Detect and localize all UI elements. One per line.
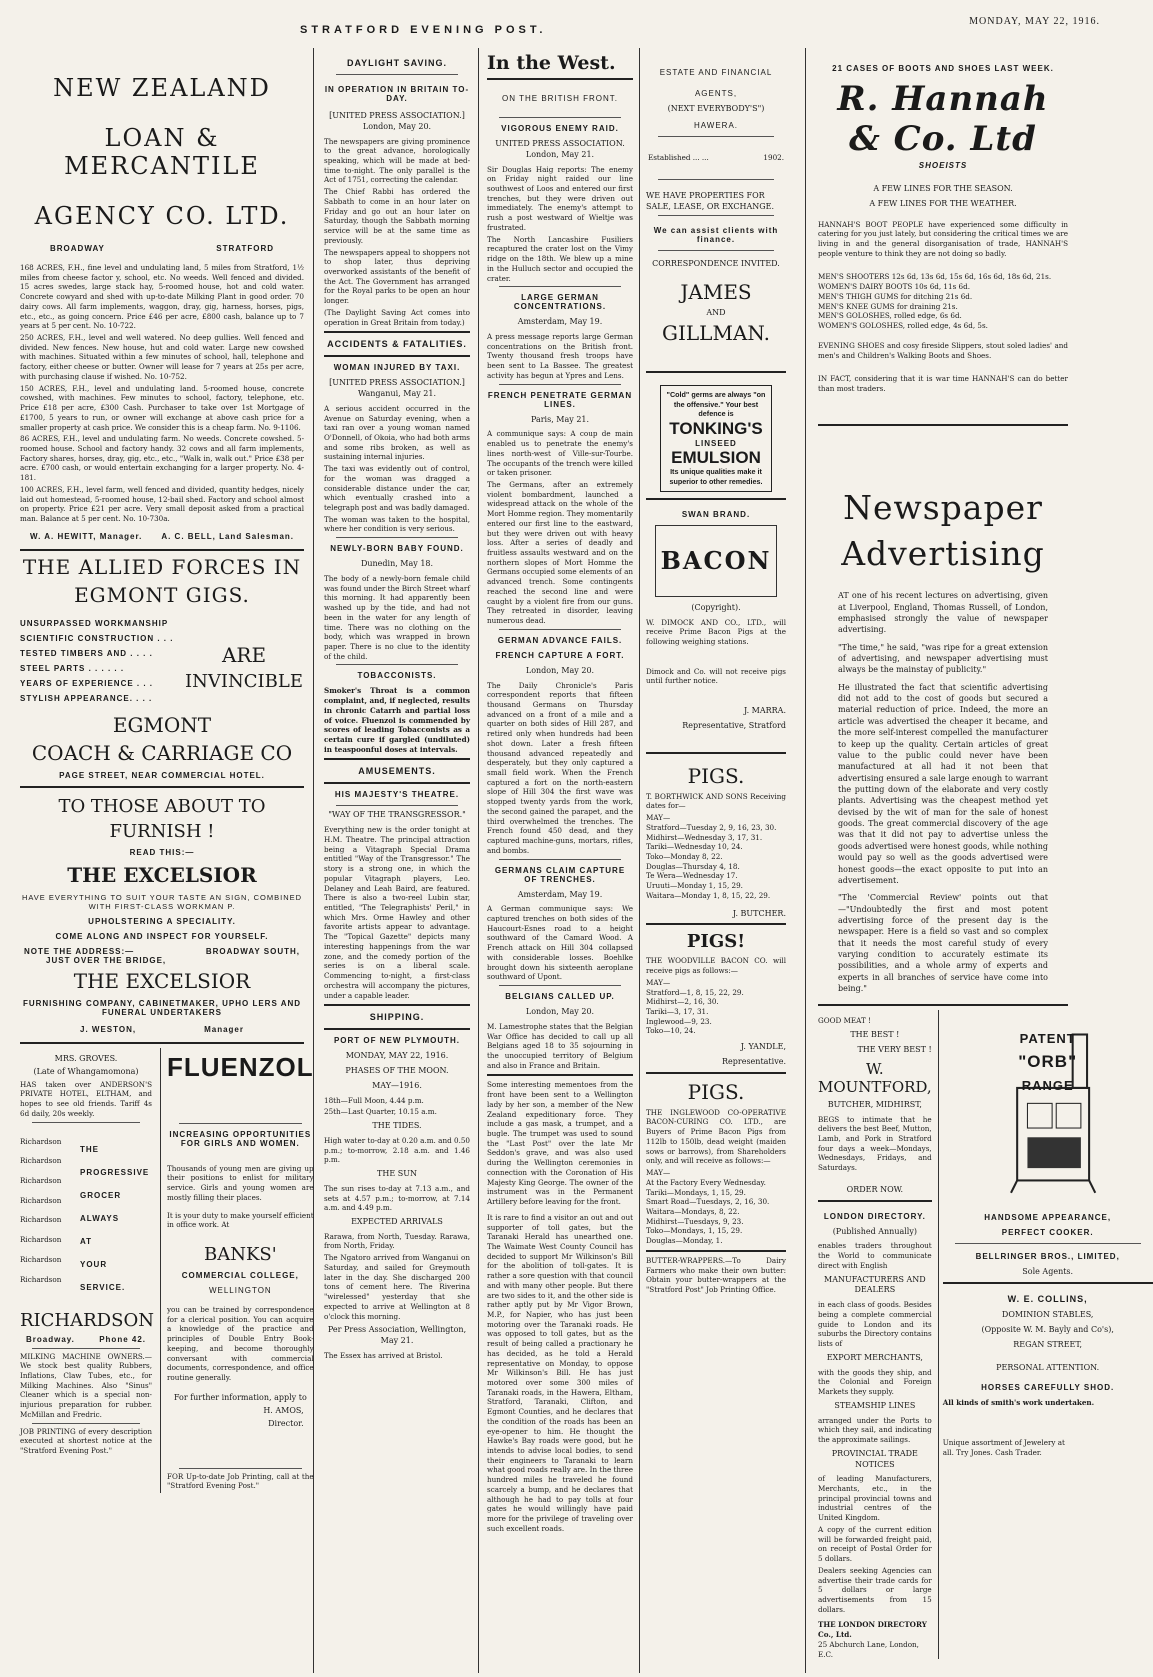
pigs1-date: Uruuti—Monday 1, 15, 29.: [646, 881, 743, 891]
hannah-line: MEN'S SHOOTERS 12s 6d, 13s 6d, 15s 6d, 16s 6d, 18s 6d, 21s.: [818, 272, 1052, 282]
richardson-word: THE: [80, 1144, 99, 1154]
listing: 150 ACRES, F.H., level and undulating land. 5-roomed house, concrete cowshed, with machines. Few minutes to school, factory, telephone, etc. Price £18 per acre, £300 Cash. Purchaser to take over 1st Mortgage of £1700, 5 years to run, or owner will exchange at above cash price for a smaller property at cash price. We consider this is a cheap farm. No. 9-1106.: [20, 383, 304, 432]
hannah-line: WOMEN'S GOLOSHES, rolled edge, 4s 6d, 5s.: [818, 321, 988, 331]
issue-date: MONDAY, MAY 22, 1916.: [969, 16, 1100, 27]
allied-title2: EGMONT GIGS.: [74, 582, 250, 607]
baby-p1: The body of a newly-born female child was found under the Birch Street wharf this morning. It had apparently been washed up by the tide, and had not been in the water for any length of time. There was no clothing on the body, which was wrapped in brown paper. There is no clue to the identity of the child.: [324, 573, 470, 661]
column-1: [14, 52, 314, 1672]
london-steam: STEAMSHIP LINES: [834, 1400, 916, 1410]
richardson-word: GROCER: [80, 1190, 122, 1200]
richardson-word: PROGRESSIVE: [80, 1167, 150, 1177]
vigorous-title: VIGOROUS ENEMY RAID.: [501, 124, 619, 133]
pigs1-may: MAY—: [646, 813, 671, 823]
column-5: [812, 52, 1120, 1672]
mementoes-paragraph: Some interesting mementoes from the front have been sent to a Wellington lady by her son, a member of the New Zealand expeditionary force. They include a gas mask, a trumpet, and a bugle. The trumpet was used to sound the "Last Post" over the late Mr Seddon's grave, and was also used during the Wellington ceremonies in connection with the Coronation of His Majesty King George. The owner of the instrument was in the Permanent Artillery before leaving for the front.: [487, 1080, 633, 1207]
excelsior-bridge: JUST OVER THE BRIDGE,: [46, 955, 167, 965]
column-rule: [805, 48, 806, 1673]
pigs3-date: Douglas—Monday, 1.: [646, 1236, 723, 1246]
london-each: in each class of goods. Besides being a complete commercial guide to London and its suburbs the Directory contains lists of: [818, 1300, 932, 1349]
increasing-title: INCREASING OPPORTUNITIES FOR GIRLS AND WOMEN.: [169, 1129, 312, 1148]
pigs1-date: Te Wera—Wednesday 17.: [646, 871, 738, 881]
richardson-name: Richardson: [20, 1274, 62, 1284]
newspaper-p2: "The time," he said, "was ripe for a great extension of advertising, and newspaper advertising must always be the mainstay of publicity.": [838, 642, 1048, 675]
estate-t3: (NEXT EVERYBODY'S"): [667, 104, 765, 113]
london-mfr: MANUFACTURERS AND DEALERS: [824, 1274, 926, 1295]
collins-advert: [943, 1294, 1153, 1457]
hannah-top: 21 CASES OF BOOTS AND SHOES LAST WEEK.: [832, 64, 1054, 73]
hannah-logo: R. Hannah & Co. Ltd: [837, 79, 1049, 159]
orb-sole: Sole Agents.: [1022, 1267, 1074, 1277]
butter-wrappers: BUTTER-WRAPPERS.—To Dairy Farmers who make their own butter: Obtain your butter-wrappers at the "Stratford Post" Job Printing Office.: [646, 1255, 786, 1294]
swan-rep: Representative, Stratford: [682, 720, 786, 730]
port-sun-text: The sun rises to-day at 7.13 a.m., and sets at 4.57 p.m.; to-morrow, at 7.14 a.m. and 4.49 p.m.: [324, 1183, 470, 1213]
hannah-lines: [818, 272, 1068, 330]
column-2: [318, 52, 476, 1672]
orb-range: RANGE: [1021, 1078, 1074, 1094]
swan-marra: J. MARRA.: [743, 706, 786, 716]
stove-oven-door: [1056, 1104, 1081, 1129]
allied-are: ARE: [221, 642, 267, 667]
allied-forces-advert: [20, 555, 304, 780]
hannah-few2: A FEW LINES FOR THE WEATHER.: [869, 198, 1017, 208]
daylight-dateline: [UNITED PRESS ASSOCIATION.] London, May 20.: [329, 111, 465, 131]
nz-staff: [30, 532, 294, 541]
nz-salesman: A. C. BELL, Land Salesman.: [161, 531, 294, 541]
pigs3-date: Smart Road—Tuesdays, 2, 16, 30.: [646, 1197, 770, 1207]
pigs1-date: Midhirst—Wednesday 3, 17, 31.: [646, 832, 763, 842]
west-front: ON THE BRITISH FRONT.: [502, 94, 618, 103]
tonkins-advert: [660, 385, 772, 492]
taxi-dateline: [UNITED PRESS ASSOCIATION.] Wanganui, May 21.: [329, 378, 465, 399]
richardson-name: Richardson: [20, 1176, 62, 1185]
london-addr: 25 Abchurch Lane, London, E.C.: [818, 1639, 919, 1659]
collins-all2: all. Try Jones. Cash Trader.: [942, 1447, 1042, 1457]
london-pub: (Published Annually): [832, 1226, 917, 1236]
pigs3-factory: At the Factory Every Wednesday.: [646, 1177, 766, 1187]
allied-invincible: INVINCIBLE: [185, 670, 303, 692]
hannah-p1: HANNAH'S BOOT PEOPLE have experienced some difficulty in catering for you just lately, but considering the critical times we are living in and the general disorganisation of trade, HANNAH'S people venture to think they are not doing so badly.: [818, 219, 1068, 258]
nz-loan-advert: [20, 74, 304, 541]
meat-order: ORDER NOW.: [846, 1184, 903, 1194]
newspaper-title: STRATFORD EVENING POST.: [300, 24, 547, 36]
tobacconists-title: TOBACCONISTS.: [357, 671, 437, 681]
excelsior-weston: J. WESTON,: [80, 1024, 137, 1034]
excelsior-company: FURNISHING COMPANY, CABINETMAKER, UPHO LERS AND FUNERAL UNDERTAKERS: [22, 998, 302, 1017]
daylight-p4: (The Daylight Saving Act comes into operation in Great Britain from today.): [324, 307, 470, 327]
port-tides: THE TIDES.: [372, 1121, 422, 1131]
excelsior-upholstering: UPHOLSTERING A SPECIALITY.: [88, 916, 236, 926]
vigorous-dateline: UNITED PRESS ASSOCIATION. London, May 21.: [495, 139, 625, 159]
newspaper-p3: He illustrated the fact that scientific advertising did not add to the cost of goods but secured a material reduction of price. Indeed, the more an article was advertised the cheaper it became, and the more self-interest compelled the manufacturer to keep up the quality. Certain articles of great value to the public could never have been manufactured at all had it not been that advertising ensured a sale large enough to warrant the putting down of the elaborate and very costly plants. Advertising was the cheapest method yet devised by the wit of man for the sale of honest goods. The great commercial discovery of the age was that it did not pay to advertise unless the goods advertised were honest goods, while nothing would pay so well as the goods advertised were honest goods—the exact opposite to put into an advertisement.: [838, 682, 1048, 885]
pigs3-date: Midhirst—Tuesdays, 9, 23.: [646, 1216, 744, 1226]
vigorous-p2: The North Lancashire Fusiliers recaptured the crater lost on the Vimy ridge on the 18th. We blew up a mine in the Hulluch sector and occupied the crater.: [487, 234, 633, 283]
egmont-coach: COACH & CARRIAGE CO: [31, 740, 293, 765]
daylight-p1: The newspapers are giving prominence to the great advance, horologically speaking, which will be made at bed-time to-night. The only parallel is the Act of 1751, correcting the calendar.: [324, 136, 470, 185]
french-title: FRENCH PENETRATE GERMAN LINES.: [487, 390, 633, 409]
pigs2-may: MAY—: [646, 977, 671, 987]
accidents-title: ACCIDENTS & FATALITIES.: [327, 339, 467, 350]
col1-lower: [20, 1048, 314, 1494]
orb-perfect: PERFECT COOKER.: [1001, 1228, 1094, 1238]
banks-wel: WELLINGTON: [208, 1286, 272, 1295]
meat-very: THE VERY BEST !: [857, 1044, 932, 1054]
nz-address-left: BROADWAY: [50, 244, 105, 253]
newspaper-p1: AT one of his recent lectures on advertising, given at Liverpool, England, Thomas Russell, of London, emphasised strongly the value of newspaper advertising.: [838, 591, 1048, 635]
hannah-line: MEN'S GOLOSHES, rolled edge, 6s 6d.: [818, 311, 962, 321]
allied-item: STYLISH APPEARANCE. . . .: [20, 693, 153, 703]
port-sun: THE SUN: [377, 1169, 417, 1178]
estate-est-row: [648, 153, 784, 163]
port-title: PORT OF NEW PLYMOUTH.: [333, 1036, 461, 1046]
banks-director: Director.: [268, 1418, 304, 1428]
baby-dateline: Dunedin, May 18.: [360, 559, 434, 569]
large-dateline: Amsterdam, May 19.: [517, 317, 603, 327]
allied-title1: THE ALLIED FORCES IN: [22, 554, 302, 579]
belgians-title: BELGIANS CALLED UP.: [505, 992, 615, 1002]
daylight-p2: The Chief Rabbi has ordered the Sabbath to come in an hour later on Friday and go out an hour later on Saturday, though the Sabbath morning service will be at the same time as previously.: [324, 187, 470, 245]
job-printing-notice: JOB PRINTING of every description executed at shortest notice at the "Stratford Evening Post.": [20, 1426, 152, 1456]
london-export: EXPORT MERCHANTS,: [826, 1352, 923, 1362]
collins-opp: (Opposite W. M. Bayly and Co's),: [981, 1325, 1114, 1335]
swan-brand: SWAN BRAND.: [681, 509, 751, 519]
richardson-name: Richardson: [20, 1254, 62, 1264]
estate-corr: CORRESPONDENCE INVITED.: [652, 259, 780, 269]
collins-name: W. E. COLLINS,: [1007, 1294, 1088, 1305]
newspaper-line2: Advertising: [841, 533, 1045, 573]
collins-all: All kinds of smith's work undertaken.: [942, 1398, 1095, 1408]
listing: 168 ACRES, F.H., fine level and undulating land, 5 miles from Stratford, 1½ miles from cheese factor y, school, etc. No weeds. Well fenced and divided. 15 acres swedes, large stack hay, 5-roomed house, hot and cold water. Concrete cowyard and shed with up-to-date Milking Plant in good order. 70 dairy cows. All farm implements, waggon, dray, gig, harness, horses, pigs, etc., etc., as going concern. Price £46 per acre, £800 cash, balance up to 7 years at 5 per cent. No. 10-722.: [20, 263, 304, 331]
amusements-title: AMUSEMENTS.: [358, 766, 436, 777]
collins-stables: DOMINION STABLES,: [1001, 1310, 1094, 1320]
swan-text: W. DIMOCK AND CO., LTD., will receive Prime Bacon Pigs at the following weighing stations.: [646, 617, 786, 646]
large-title: LARGE GERMAN CONCENTRATIONS.: [513, 293, 607, 312]
estate-gillman: GILLMAN.: [662, 321, 770, 346]
pigs3-date: Waitara—Mondays, 8, 22.: [646, 1206, 740, 1216]
hannah-line: WOMEN'S DAIRY BOOTS 10s 6d, 11s 6d.: [818, 282, 971, 292]
increasing-p1: Thousands of young men are giving up their positions to enlist for military service. Girls and young women are mostly filling their places.: [167, 1163, 314, 1202]
toll-gates-paragraph: It is rare to find a visitor an out and out supporter of toll gates, but the Taranaki Herald has unearthed one. The Waimate West County Council has decided to support Mr Wilkinson's Bill for the abolition of toll-gates. It is rather a sore question with that council and with many other people. But there are two sides to it, and the other side is rather aptly put by Mr Vigor Brown, M.P., for Napier, who has just been motoring over the Taranaki roads. He was opposed to toll gates, but as the result of being called a practionary he has decided, as he told a Herald representative on Monday, to oppose Mr Wilkinson's Bill. He has just motored over some 300 miles of Taranaki roads, in the Hawera, Eltham, Stratford, Taranaki, Clifton, and Egmont Counties, and he declares that the condition of the roads has been an eye-opener to him. He thought the Hawke's Bay roads were good, but he intends to advise local bodies, to send their engineers to Taranaki to learn what good roads really are. In the three hundred miles he traveled he found scarcely a bump, and he declares that although he had to pay tolls at four gates he would willingly have paid more for the privilege of traveling over such excellent roads.: [487, 1212, 633, 1533]
estate-assist: We can assist clients with finance.: [653, 226, 779, 245]
french-dateline: Paris, May 21.: [530, 414, 590, 424]
port-essex: The Essex has arrived at Bristol.: [324, 1350, 443, 1360]
pigs2-rep: Representative.: [722, 1056, 786, 1066]
groves-text: HAS taken over ANDERSON'S PRIVATE HOTEL, ELTHAM, and hopes to see old friends. Tariff 4s 6d daily, 20s weekly.: [20, 1079, 152, 1118]
excelsior-name2: THE EXCELSIOR: [73, 968, 251, 993]
meat-advert: [818, 1016, 932, 1195]
germans-p1: A German communique says: We captured trenches on both sides of the Haucourt-Esnes road to a height southward of the Camard Wood. A French attack on Hill 304 collapsed with considerable losses. Boehlke brought down his sixteenth aeroplane southward of Upont.: [487, 904, 633, 982]
estate-est: Established ... ...: [648, 152, 709, 162]
pigs3-date: Toko—Mondays, 1, 15, 29.: [646, 1226, 743, 1236]
furnish-title1: TO THOSE ABOUT TO: [58, 795, 266, 817]
belgians-p1: M. Lamestrophe states that the Belgian War Office has decided to call up all Belgians aged 18 to 35 sojourning in the unoccupied territory of Belgium and also in France and Britain.: [487, 1021, 633, 1070]
orb-patent: PATENT: [1019, 1031, 1076, 1047]
meat-good: GOOD MEAT !: [818, 1016, 871, 1026]
swan-copyright: (Copyright).: [691, 602, 741, 612]
germans-dateline: Amsterdam, May 19.: [517, 889, 603, 899]
large-p1: A press message reports large German concentrations on the British front. Twenty thousand fresh troops have been sent to La Bassee. The greatest activity has begun at Ypres and Lens.: [487, 332, 633, 380]
pigs2-date: Tariki—3, 17, 31.: [646, 1007, 709, 1016]
french-p1: A communique says: A coup de main enabled us to penetrate the enemy's lines north-west of Ville-sur-Tourbe. The occupants of the trench were killed or taken prisoner.: [487, 429, 633, 478]
taxi-p2: The taxi was evidently out of control, for the woman was dragged a considerable distance under the car, which eventually crashed into a telegraph post and was badly damaged.: [324, 464, 470, 513]
london-co: THE LONDON DIRECTORY Co., Ltd.: [818, 1620, 927, 1640]
west-title: In the West.: [487, 52, 616, 74]
london-arranged: arranged under the Ports to which they sail, and indicating the approximate sailings.: [818, 1415, 932, 1445]
port-moon2: 25th—Last Quarter, 10.15 a.m.: [324, 1107, 437, 1117]
pigs-borthwick: [646, 764, 786, 920]
hannah-line: MEN'S KNEE GUMS for draining 21s.: [818, 301, 958, 311]
excelsior-note: NOTE THE ADDRESS:—: [24, 946, 135, 956]
pigs2-date: Stratford—1, 8, 15, 22, 29.: [646, 987, 744, 997]
meat-mountford: W. MOUNTFORD,: [818, 1059, 932, 1096]
tobacconists-text: Smoker's Throat is a common complaint, and, if neglected, results in chronic Catarrh and partial loss of voice. Fluenzol is commended by scores of leading Tobacconists as a certain cure if gargled (undiluted) in teaspoonful doses at intervals.: [324, 686, 470, 754]
pigs1-butcher: J. BUTCHER.: [732, 908, 786, 918]
richardson-name: Richardson: [20, 1215, 62, 1225]
london-enables: enables traders throughout the World to communicate direct with English: [818, 1241, 932, 1270]
stove-firebox: [1027, 1138, 1080, 1169]
orb-handsome: HANDSOME APPEARANCE,: [984, 1213, 1112, 1223]
taxi-p3: The woman was taken to the hospital, where her condition is very serious.: [324, 514, 470, 534]
estate-year: 1902.: [763, 152, 784, 162]
furnish-read: READ THIS:—: [129, 847, 195, 857]
pigs1-text: T. BORTHWICK AND SONS Receiving dates for—: [646, 791, 786, 811]
banks-amos: H. AMOS,: [263, 1405, 304, 1415]
richardson-word: YOUR: [80, 1259, 108, 1269]
excelsior-name: THE EXCELSIOR: [67, 862, 257, 887]
column-4: [640, 52, 792, 1672]
hannah-few1: A FEW LINES FOR THE SEASON.: [873, 184, 1013, 193]
estate-and: AND: [706, 308, 726, 318]
orb-orb: "ORB": [1018, 1052, 1078, 1072]
daylight-p3: The newspapers appeal to shoppers not to shop later, thus depriving overworked assistants of the benefit of the Act. The Government has arranged for the Royal parks to be open an hour longer.: [324, 247, 470, 306]
taxi-p1: A serious accident occurred in the Avenue on Saturday evening, when a taxi ran over a young woman named O'Donnell, of Okoia, who had both arms and some ribs broken, as well as sustaining internal injuries.: [324, 403, 470, 462]
hannah-fact: IN FACT, considering that it is war time HANNAH'S can do better than most traders.: [818, 374, 1068, 393]
pigs3-may: MAY—: [646, 1168, 671, 1178]
milking-notice: MILKING MACHINE OWNERS.— We stock best quality Rubbers, Inflations, Claw Tubes, etc., for Milking Machines. Also "Sinus" Cleaner which is a special non-injurious preparation for rubber. McMillan and Fredric.: [20, 1351, 152, 1419]
meat-butcher: BUTCHER, MIDHIRST,: [827, 1099, 922, 1109]
port-tides-text: High water to-day at 0.20 a.m. and 0.50 p.m.; to-morrow, 2.18 a.m. and 1.46 p.m.: [324, 1135, 470, 1165]
stove-oven-door: [1027, 1104, 1052, 1129]
london-copy: A copy of the current edition will be forwarded freight paid, on receipt of Postal Order for 5 dollars.: [818, 1524, 932, 1564]
port-date: MONDAY, MAY 22, 1916.: [345, 1051, 449, 1061]
listing: 100 ACRES, F.H., level farm, well fenced and divided, quantity hedges, nicely laid out homestead, 5-roomed house, 12-bail shed. Factory and school almost on property. Price £21 per acre. Very small deposit asked from a practical man. Balance at 5 per cent. No. 10-730a.: [20, 484, 304, 523]
groves-name: MRS. GROVES.: [54, 1053, 118, 1063]
richardson-name: Richardson: [20, 1235, 62, 1245]
excelsior-manager-row: [80, 1025, 244, 1034]
newspaper-advertising-article: [818, 487, 1068, 995]
egmont-name: EGMONT: [112, 712, 212, 737]
newspaper-p4: "The 'Commercial Review' points out that—"Undoubtedly the first and most potent advertising force of the present day is the newspaper. Here is a field so vast and so complex that it needs the most careful study of every varying condition to accurately estimate its possibilities, and a whole army of experts and experts in all branches of service have come into being.": [838, 893, 1048, 994]
pigs1-date: Stratford—Tuesday 2, 9, 16, 23, 30.: [646, 822, 777, 832]
richardson-name: Richardson: [20, 1156, 62, 1166]
fluenzol-title: FLUENZOL: [167, 1051, 314, 1082]
london-dealers: Dealers seeking Agencies can advertise their trade cards for 5 dollars or large advertisements from 15 dollars.: [818, 1565, 932, 1614]
groves-late: (Late of Whangamomona): [33, 1066, 139, 1076]
banks-name: BANKS': [203, 1244, 277, 1265]
daylight-sub: IN OPERATION IN BRITAIN TO-DAY.: [324, 85, 470, 103]
port-moon1: 18th—Full Moon, 4.44 p.m.: [324, 1095, 424, 1105]
vigorous-p1: Sir Douglas Haig reports: The enemy on Friday night raided our line southwest of Loos and entered our first trenches, but they were driven out immediately. The enemy's attempt to rush a post westward of Wieltje was frustrated.: [487, 164, 633, 232]
excelsior-address-row: [24, 947, 300, 956]
tonkins-linseed: LINSEED: [695, 438, 737, 448]
hannah-line: MEN'S THIGH GUMS for ditching 21s 6d.: [818, 291, 973, 301]
collins-unique: Unique assortment of Jewelery at: [942, 1438, 1065, 1448]
port-may: MAY—1916.: [372, 1080, 422, 1090]
job-printing-notice-2: FOR Up-to-date Job Printing, call at the "Stratford Evening Post.": [167, 1471, 314, 1491]
allied-item: UNSURPASSED WORKMANSHIP: [20, 618, 169, 628]
estate-advert: [646, 68, 786, 345]
hannah-shoeists: SHOEISTS: [918, 161, 968, 170]
nz-address: [50, 244, 274, 253]
richardson-name: Richardson: [20, 1136, 62, 1146]
richardson-name: Richardson: [20, 1195, 62, 1205]
richardson-word: AT: [80, 1236, 93, 1246]
pigs3-title: PIGS.: [687, 1079, 745, 1104]
port-phases: PHASES OF THE MOON.: [345, 1066, 449, 1076]
belgians-dateline: London, May 20.: [525, 1007, 595, 1017]
orb-bellringer: BELLRINGER BROS., LIMITED,: [975, 1252, 1120, 1262]
theatre-p1: Everything new is the order tonight at H.M. Theatre. The principal attraction being a Vitagraph Special Drama entitled "Way of the Transgressor." The story is a strong one, in which the popular Vitagraph players, Leo. Delaney and Leah Baird, are featured. There is also a two-reel Lubin star, entitled, "The Telegraphists' Peril," in which Mrs. Orme Hawley and other favorite artists appear to advantage. The "Topical Gazette" depicts many interesting happenings from the war zone, and the comedy portion of the series is on a liberal scale. Commencing to-night, a first-class orchestra will accompany the pictures, under a capable leader.: [324, 825, 470, 1000]
pigs2-date: Midhirst—2, 16, 30.: [646, 997, 719, 1007]
col5-lower: [818, 1010, 1120, 1659]
baby-title: NEWLY-BORN BABY FOUND.: [330, 544, 464, 554]
port-per: Per Press Association, Wellington, May 21.: [327, 1325, 467, 1346]
richardson-word: ALWAYS: [80, 1213, 120, 1223]
pigs1-date: Douglas—Thursday 4, 18.: [646, 861, 740, 871]
estate-we: WE HAVE PROPERTIES FOR SALE, LEASE, OR EXCHANGE.: [646, 190, 774, 211]
german-dateline: London, May 20.: [525, 665, 595, 675]
richardson-big: RICHARDSON: [20, 1309, 154, 1331]
french-p2: The Germans, after an extremely violent bombardment, launched a widespread attack on the whole of the Mort Homme region. They momentarily entered our first line to the eastward, but they were driven out with heavy loss. After a series of deadly and fruitless assaults westward and on the northern slopes of Mort Homme the Germans occupied some elements of an advanced trench. Some contingents reached the second line and were caught by a violent fire from our guns. They retreated in disorder, leaving numerous dead.: [487, 480, 633, 626]
port-expected: EXPECTED ARRIVALS: [351, 1216, 443, 1226]
column-3: [481, 52, 639, 1672]
collins-personal: PERSONAL ATTENTION.: [996, 1362, 1100, 1372]
theatre-title: HIS MAJESTY'S THEATRE.: [334, 790, 460, 800]
richardson-contact: [26, 1335, 146, 1344]
richardson-advert: [20, 1133, 152, 1306]
pigs3-date: Tariki—Mondays, 1, 15, 29.: [646, 1187, 746, 1197]
london-leading: of leading Manufacturers, Merchants, etc., in the principal provincial towns and industrial centres of the United Kingdom.: [818, 1474, 932, 1523]
london-title: LONDON DIRECTORY.: [823, 1211, 926, 1221]
furnish-advert: [20, 796, 304, 1034]
meat-text: BEGS to intimate that he delivers the best Beef, Mutton, Lamb, and Pork in Stratford four days a week—Mondays, Wednesdays, Fridays, and Saturdays.: [818, 1114, 932, 1173]
richardson-word: SERVICE.: [80, 1282, 126, 1292]
swan-advert: [646, 510, 786, 732]
nz-address-right: STRATFORD: [216, 244, 274, 253]
collins-regan: REGAN STREET,: [1013, 1339, 1083, 1349]
stove-leg: [1089, 1181, 1095, 1193]
pigs2-date: Inglewood—9, 23.: [646, 1016, 712, 1026]
banks-text: you can be trained by correspondence for a clerical position. You can acquire a knowledge of the practice and principles of Double Entry Book-keeping, and become thoroughly conversant with commercial documents, correspondence, and office routine generally.: [167, 1305, 314, 1383]
estate-t1: ESTATE AND FINANCIAL: [659, 68, 773, 77]
london-prov: PROVINCIAL TRADE NOTICES: [831, 1448, 918, 1469]
german-title: GERMAN ADVANCE FAILS.: [497, 635, 623, 645]
german-sub: FRENCH CAPTURE A FORT.: [495, 650, 625, 660]
nz-line1: NEW ZEALAND: [53, 74, 271, 102]
bacon-logo: BACON: [655, 525, 777, 597]
shipping-title: SHIPPING.: [369, 1012, 425, 1023]
furnish-title2: FURNISH !: [109, 820, 215, 842]
pigs2-title: PIGS!: [686, 931, 746, 953]
pigs1-date: Tariki—Wednesday 10, 24.: [646, 842, 743, 852]
tonkins-emulsion: EMULSION: [671, 447, 761, 467]
pigs3-text: THE INGLEWOOD CO-OPERATIVE BACON-CURING CO. LTD., are Buyers of Prime Bacon Pigs from 112lb to 150lb, dead weight (maiden sows or barrows), from Shareholders only, and will receive as follows:—: [646, 1107, 786, 1166]
newspaper-line1: Newspaper: [843, 487, 1043, 527]
listing: 86 ACRES, F.H., level and undulating farm. No weeds. Concrete cowshed. 5-roomed house. School and factory handy. 32 cows and all farm implements, Factory shares, horses, dray, gig, etc., etc., "Walk in, walk out." Price £38 per acre. £700 cash, or would entertain exchanging for a larger property. No. 4-181.: [20, 434, 304, 483]
hannah-advert: [818, 64, 1068, 394]
allied-item: STEEL PARTS . . . . . .: [20, 663, 125, 673]
excelsior-have: HAVE EVERYTHING TO SUIT YOUR TASTE AN SIGN, COMBINED WITH FIRST-CLASS WORKMAN P.: [21, 892, 303, 911]
port-ngatoro: The Ngatoro arrived from Wanganui on Saturday, and sailed for Greymouth later in the day. She discharged 200 tons of cement here. The Riverina "wirelessed" yesterday that she expected to arrive at Wellington at 8 o'clock this morning.: [324, 1253, 470, 1321]
daylight-title: DAYLIGHT SAVING.: [346, 58, 447, 68]
taxi-title: WOMAN INJURED BY TAXI.: [333, 363, 461, 373]
pigs1-date: Toko—Monday 8, 22.: [646, 852, 723, 862]
pigs-woodville: [646, 931, 786, 1067]
tonkins-cold: "Cold" germs are always "on the offensive." Your best defence is: [666, 390, 766, 419]
banks-college: COMMERCIAL COLLEGE,: [181, 1271, 299, 1280]
stove-leg: [1011, 1181, 1017, 1193]
orb-range-advert: [943, 1010, 1153, 1278]
pigs2-text: THE WOODVILLE BACON CO. will receive pigs as follows:—: [646, 956, 786, 976]
london-with: with the goods they ship, and the Colonial and Foreign Markets they supply.: [818, 1367, 932, 1397]
german-p1: The Daily Chronicle's Paris correspondent reports that fifteen thousand Germans on Thursday advanced on a front of a mile and a quarter on both sides of Hill 287, and retired only when hundreds had been shot down. Later a fresh fifteen thousand advanced repeatedly and desperately, but they only captured a small field work. When the French captured a fort on the north-eastern slope of Hill 304 the first wave was stopped twenty yards from the work, the second gained the parapet, and the third overwhelmed the trenches. The French found 450 dead, and they captured machine-guns, mortars, rifles, and bombs.: [487, 680, 633, 855]
nz-manager: W. A. HEWITT, Manager.: [30, 531, 143, 541]
hannah-evening: EVENING SHOES and cosy fireside Slippers, stout soled ladies' and men's and Children's Walking Boots and Shoes.: [818, 340, 1068, 360]
listing: 250 ACRES, F.H., level and well watered. No deep gullies. Well fenced and divided. New fences. New house, hut and cold water. Large new cowshed with machines. Situated within a few minutes of school, hall, telephone and factory, either cheese or butter. Owner will lease for 7 years at 25s per acre, with purchasing clause if wished. No. 10-752.: [20, 333, 304, 381]
theatre-sub: "WAY OF THE TRANSGRESSOR.": [328, 810, 466, 820]
collins-horses: HORSES CAREFULLY SHOD.: [981, 1383, 1115, 1393]
column-rule: [478, 48, 479, 1673]
nz-line3: AGENCY CO. LTD.: [34, 202, 290, 230]
pigs2-yandle: J. YANDLE,: [740, 1042, 786, 1052]
richardson-addr: Broadway.: [26, 1334, 75, 1344]
egmont-address: PAGE STREET, NEAR COMMERCIAL HOTEL.: [59, 770, 265, 780]
port-arrivals: Rarawa, from North, Tuesday. Rarawa, from North, Friday.: [324, 1231, 470, 1251]
tonkins-unique: Its unique qualities make it superior to other remedies.: [669, 467, 763, 486]
pigs-inglewood: [646, 1080, 786, 1246]
pigs1-title: PIGS.: [687, 763, 745, 788]
london-directory-advert: [818, 1212, 932, 1660]
increasing-p2: It is your duty to make yourself efficient in office work. At: [167, 1210, 314, 1230]
swan-note: Dimock and Co. will not receive pigs until further notice.: [646, 666, 786, 686]
banks-further: For further information, apply to: [173, 1392, 307, 1402]
allied-item: YEARS OF EXPERIENCE . . .: [20, 678, 154, 688]
richardson-phone: Phone 42.: [99, 1334, 146, 1344]
nz-line2: LOAN & MERCANTILE: [64, 124, 260, 180]
pigs2-date: Toko—10, 24.: [646, 1026, 696, 1036]
excelsior-manager: Manager: [204, 1024, 244, 1034]
estate-t2: AGENTS,: [694, 89, 738, 98]
estate-t4: HAWERA.: [693, 120, 739, 130]
tonkins-name: TONKING'S: [669, 419, 763, 439]
allied-item: SCIENTIFIC CONSTRUCTION . . .: [20, 633, 174, 643]
pigs1-date: Waitara—Monday 1, 8, 15, 22, 29.: [646, 890, 771, 900]
meat-best: THE BEST !: [850, 1030, 900, 1040]
excelsior-come: COME ALONG AND INSPECT FOR YOURSELF.: [55, 931, 269, 941]
masthead: [0, 0, 1114, 40]
germans-title: GERMANS CLAIM CAPTURE OF TRENCHES.: [494, 865, 626, 884]
estate-james: JAMES: [680, 280, 752, 305]
excelsior-broadway: BROADWAY SOUTH,: [205, 946, 300, 956]
allied-item: TESTED TIMBERS AND . . . .: [20, 648, 153, 658]
